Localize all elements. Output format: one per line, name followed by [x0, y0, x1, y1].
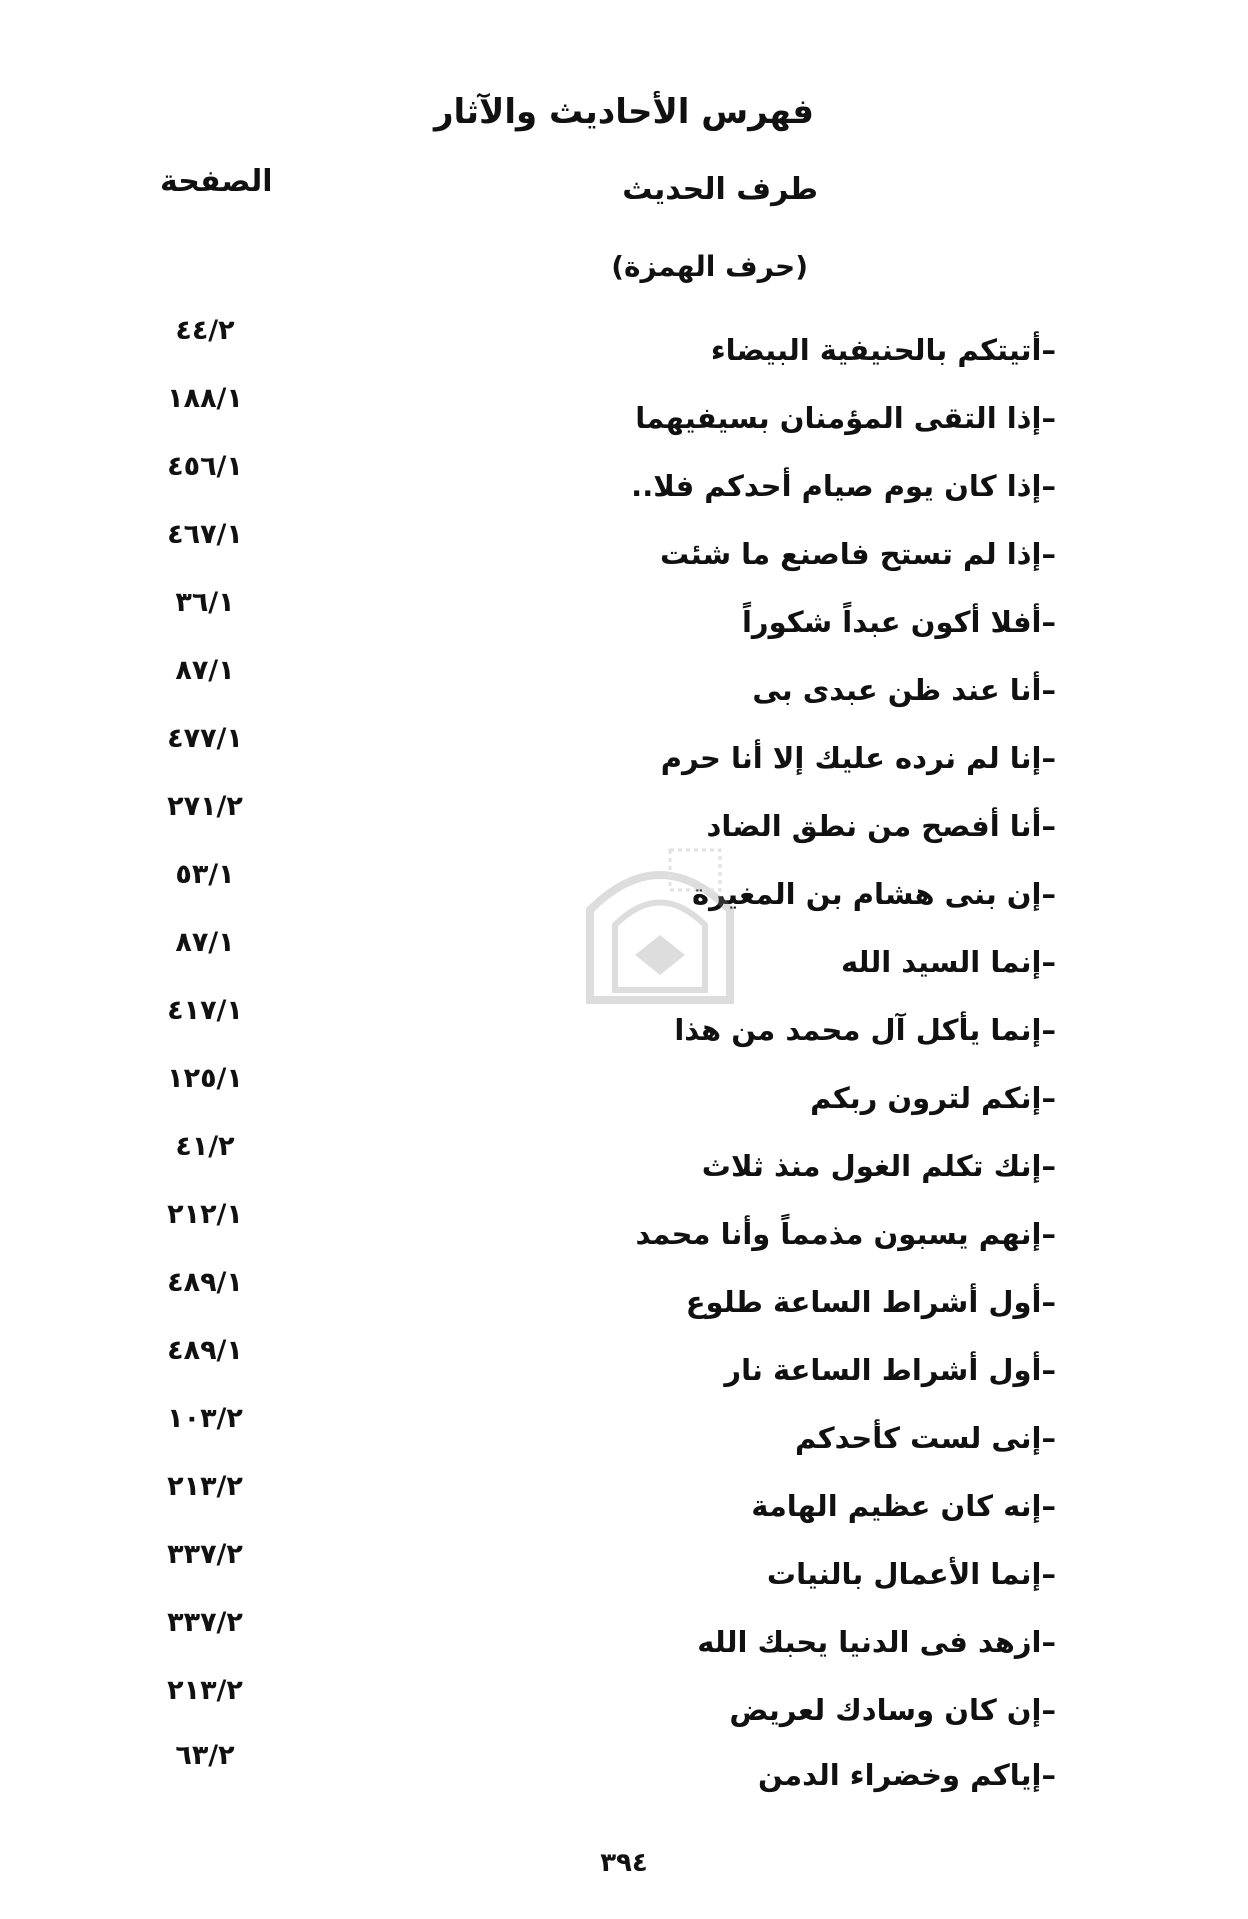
page-reference: ١٢٥/١	[167, 1063, 243, 1094]
column-header-page: الصفحة	[160, 164, 273, 199]
index-row	[0, 315, 1248, 375]
section-heading: (حرف الهمزة)	[611, 250, 808, 283]
hadith-text: –إنما يأكل آل محمد من هذا	[674, 1013, 1056, 1047]
page-reference: ٢١٣/٢	[167, 1471, 243, 1502]
hadith-text: –إنك تكلم الغول منذ ثلاث	[701, 1149, 1056, 1183]
index-row	[0, 1471, 1248, 1531]
index-row	[0, 1740, 1248, 1800]
index-row	[0, 1675, 1248, 1735]
watermark-emblem-icon	[570, 830, 750, 1010]
page-reference: ٢١٣/٢	[167, 1675, 243, 1706]
index-row	[0, 1539, 1248, 1599]
hadith-text: –إذا كان يوم صيام أحدكم فلا..	[631, 469, 1056, 503]
page-reference: ٤٨٩/١	[167, 1335, 243, 1366]
index-row	[0, 655, 1248, 715]
index-row	[0, 1199, 1248, 1259]
index-row	[0, 587, 1248, 647]
index-row	[0, 1131, 1248, 1191]
page-number: ٣٩٤	[600, 1848, 648, 1878]
page-reference: ٨٧/١	[175, 927, 235, 958]
index-row	[0, 519, 1248, 579]
page-reference: ٤٤/٢	[175, 315, 235, 346]
hadith-text: –إذا لم تستح فاصنع ما شئت	[660, 537, 1056, 571]
page-reference: ٢٧١/٢	[167, 791, 243, 822]
hadith-text: –إن كان وسادك لعريض	[729, 1693, 1056, 1727]
page-reference: ٥٣/١	[175, 859, 235, 890]
hadith-text: –إنكم لترون ربكم	[810, 1081, 1056, 1115]
hadith-text: –أول أشراط الساعة نار	[724, 1353, 1056, 1387]
page-reference: ٤١/٢	[175, 1131, 235, 1162]
page-reference: ٤٥٦/١	[167, 451, 243, 482]
page-reference: ٤١٧/١	[167, 995, 243, 1026]
page-reference: ١٨٨/١	[167, 383, 243, 414]
hadith-text: –إنما الأعمال بالنيات	[766, 1557, 1056, 1591]
page-title: فهرس الأحاديث والآثار	[433, 92, 815, 132]
page-reference: ٣٣٧/٢	[167, 1539, 243, 1570]
page-reference: ٦٣/٢	[175, 1740, 235, 1771]
index-row	[0, 1267, 1248, 1327]
page-reference: ٤٧٧/١	[167, 723, 243, 754]
index-row	[0, 451, 1248, 511]
index-row	[0, 1607, 1248, 1667]
hadith-text: –إنا لم نرده عليك إلا أنا حرم	[660, 741, 1056, 775]
page-reference: ٢١٢/١	[167, 1199, 243, 1230]
index-row	[0, 383, 1248, 443]
hadith-text: –إنه كان عظيم الهامة	[751, 1489, 1056, 1523]
hadith-text: –إذا التقى المؤمنان بسيفيهما	[635, 401, 1056, 435]
page-reference: ١٠٣/٢	[167, 1403, 243, 1434]
column-header-hadith: طرف الحديث	[622, 172, 818, 207]
hadith-text: –إياكم وخضراء الدمن	[758, 1758, 1056, 1792]
hadith-text: –ازهد فى الدنيا يحبك الله	[697, 1625, 1056, 1659]
index-row	[0, 1403, 1248, 1463]
page-reference: ٣٦/١	[175, 587, 235, 618]
hadith-text: –أفلا أكون عبداً شكوراً	[741, 605, 1056, 639]
index-row	[0, 1335, 1248, 1395]
hadith-text: –أتيتكم بالحنيفية البيضاء	[710, 333, 1056, 367]
hadith-text: –إنى لست كأحدكم	[795, 1421, 1056, 1455]
index-row	[0, 1063, 1248, 1123]
hadith-text: –إنما السيد الله	[840, 945, 1056, 979]
page-reference: ٣٣٧/٢	[167, 1607, 243, 1638]
hadith-text: –إن بنى هشام بن المغيرة	[691, 877, 1056, 911]
hadith-text: –أنا أفصح من نطق الضاد	[706, 809, 1056, 843]
page-reference: ٤٨٩/١	[167, 1267, 243, 1298]
index-row	[0, 723, 1248, 783]
hadith-text: –إنهم يسبون مذمماً وأنا محمد	[635, 1217, 1056, 1251]
hadith-text: –أنا عند ظن عبدى بى	[752, 673, 1056, 707]
page-reference: ٤٦٧/١	[167, 519, 243, 550]
hadith-text: –أول أشراط الساعة طلوع	[685, 1285, 1056, 1319]
page-reference: ٨٧/١	[175, 655, 235, 686]
